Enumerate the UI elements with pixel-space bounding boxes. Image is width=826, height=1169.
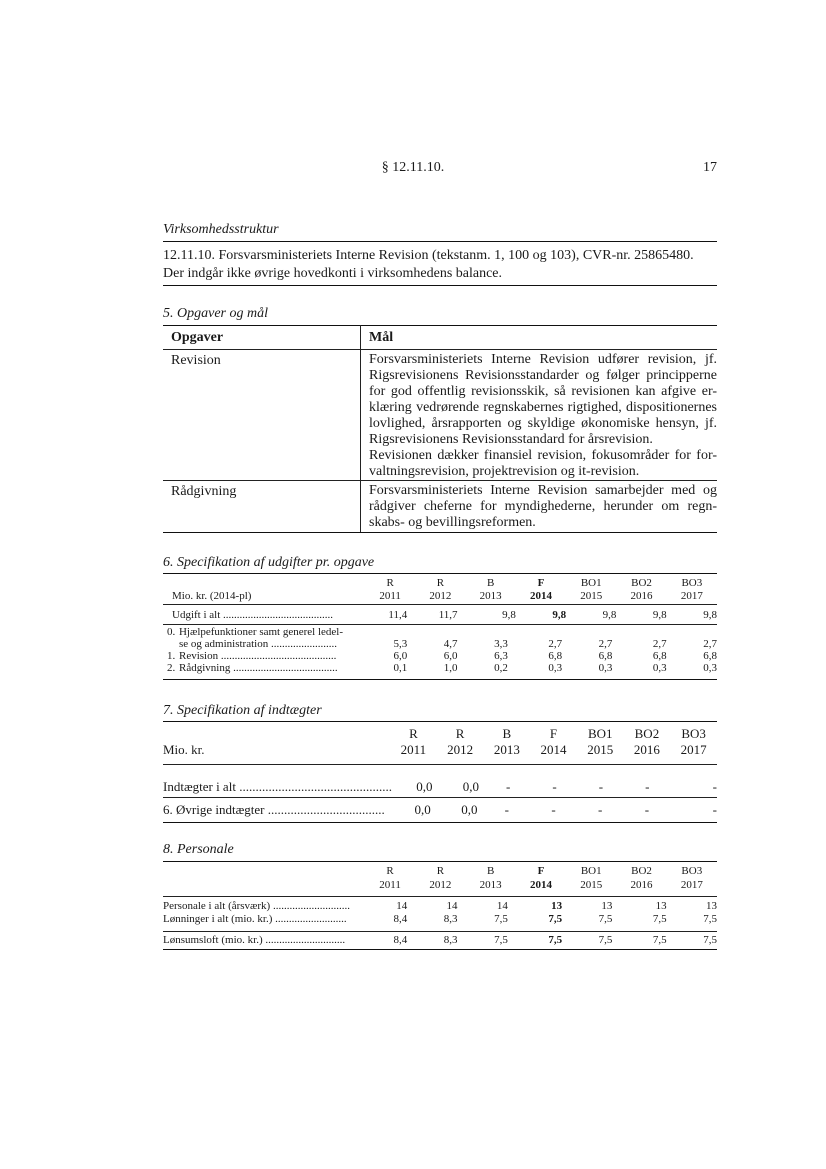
- divider: [163, 604, 717, 605]
- table-row: [163, 802, 717, 818]
- item-number: 0.: [167, 626, 176, 638]
- maal-line: Rigsrevisionens Revisionsstandard for årsrevision.: [369, 432, 653, 447]
- cell-value: 5,3: [393, 638, 408, 650]
- col-year: 2016: [633, 742, 660, 757]
- opgaver-col-header: Opgaver: [171, 330, 224, 345]
- col-type: BO2: [634, 726, 660, 741]
- cell-value: 8,4: [393, 934, 408, 946]
- leader-dots: ....................................: [267, 802, 385, 817]
- opgave-raadgivning: Rådgivning: [171, 484, 237, 499]
- leader-dots: ...............................................: [239, 779, 392, 794]
- cell-value: 0,0: [414, 802, 431, 817]
- maal-line: Forsvarsministeriets Interne Revision udfører revision, jf.: [369, 352, 717, 367]
- cell-value: 8,4: [393, 913, 408, 925]
- personale-loft-table: [163, 934, 717, 947]
- indtaegter-title: 7. Specifikation af indtægter: [163, 703, 322, 718]
- divider: [163, 797, 717, 798]
- col-year: 2016: [630, 589, 653, 602]
- cell-value: 0,0: [416, 779, 433, 794]
- cell-value: 8,3: [443, 913, 458, 925]
- cell-value: 7,5: [548, 934, 563, 946]
- udgifter-total-table: [163, 607, 717, 622]
- col-year: 2015: [580, 589, 603, 602]
- maal-line: klæring vedrørende regnskabernes rigtighed, dispositionernes: [369, 400, 717, 415]
- row-label: Hjælpefunktioner samt generel ledel-: [178, 626, 344, 638]
- col-type: R: [386, 576, 394, 589]
- table-row: [163, 934, 717, 947]
- indtaegter-items-table: [163, 802, 717, 818]
- cell-value: 6,8: [548, 650, 563, 662]
- maal-raadgivning: [369, 483, 717, 531]
- divider: [163, 325, 717, 326]
- maal-line: rådgiver cheferne for myndighederne, herunder om regn-: [369, 499, 717, 514]
- col-year: 2011: [379, 879, 401, 891]
- cell-value: 6,0: [443, 650, 458, 662]
- cell-value: 7,5: [494, 934, 508, 946]
- cell-value: 6,8: [598, 650, 613, 662]
- col-year: 2017: [680, 589, 703, 602]
- divider: [163, 624, 717, 625]
- cell-value: -: [712, 779, 717, 794]
- maal-line: valtningsrevision, projektrevision og it-revision.: [369, 464, 640, 479]
- col-year: 2012: [447, 742, 474, 757]
- cell-value: -: [598, 802, 603, 817]
- divider: [163, 822, 717, 823]
- cell-value: 0,3: [598, 662, 613, 674]
- cell-value: 7,5: [548, 913, 563, 925]
- cell-value: -: [551, 802, 556, 817]
- cell-value: 7,5: [598, 934, 613, 946]
- col-year: 2015: [580, 879, 603, 891]
- opgaver-title: 5. Opgaver og mål: [163, 306, 268, 321]
- cell-value: 9,8: [602, 608, 617, 621]
- leader-dots: ........................................: [223, 608, 334, 621]
- cell-value: 2,7: [548, 638, 563, 650]
- cell-value: 1,0: [443, 662, 458, 674]
- col-type: B: [487, 576, 495, 589]
- col-type: BO3: [681, 865, 703, 877]
- cell-value: 7,5: [598, 913, 613, 925]
- cell-value: 0,3: [652, 662, 667, 674]
- cell-value: 8,3: [443, 934, 458, 946]
- cell-value: -: [645, 779, 650, 794]
- cell-value: 0,2: [494, 662, 508, 674]
- col-year: 2013: [479, 879, 502, 891]
- cell-value: 6,8: [703, 650, 717, 662]
- row-label: 6. Øvrige indtægter: [163, 802, 265, 817]
- indtaegter-total-table: [163, 779, 717, 795]
- divider: [163, 861, 717, 862]
- divider: [163, 896, 717, 897]
- item-number: 2.: [167, 662, 176, 674]
- col-year: 2014: [529, 589, 552, 602]
- cell-value: 9,8: [703, 608, 717, 621]
- cell-value: -: [644, 802, 650, 817]
- divider: [163, 532, 717, 533]
- cell-value: 13: [655, 900, 667, 912]
- col-year: 2015: [587, 742, 614, 757]
- cell-value: 2,7: [598, 638, 613, 650]
- col-year: 2013: [493, 742, 520, 757]
- col-type: BO2: [631, 865, 652, 877]
- col-type: BO2: [631, 576, 652, 589]
- cell-value: 9,8: [552, 608, 567, 621]
- maal-line: Rigsrevisionens Revisionsstandarder og følger principperne: [369, 368, 717, 383]
- row-label: Indtægter i alt: [163, 779, 236, 794]
- cell-value: 11,4: [388, 608, 408, 621]
- col-year: 2011: [400, 742, 427, 757]
- divider: [163, 241, 717, 242]
- maal-line: Forsvarsministeriets Interne Revision samarbejder med og: [369, 483, 717, 498]
- divider: [163, 764, 717, 765]
- leader-dots: ............................: [272, 900, 350, 912]
- col-type: R: [409, 726, 418, 741]
- item-number: 1.: [167, 650, 176, 662]
- udgifter-unit: Mio. kr. (2014-pl): [172, 589, 252, 602]
- row-label: Lønninger i alt (mio. kr.): [163, 913, 273, 925]
- col-type: BO1: [580, 576, 602, 589]
- row-label: Udgift i alt: [172, 608, 221, 621]
- maal-col-header: Mål: [369, 330, 394, 345]
- cell-value: 7,5: [652, 934, 667, 946]
- indtaegter-unit: Mio. kr.: [163, 742, 205, 757]
- cell-value: 9,8: [502, 608, 516, 621]
- cell-value: 6,3: [494, 650, 508, 662]
- cell-value: 14: [496, 900, 508, 912]
- cell-value: 13: [601, 900, 613, 912]
- cell-value: 0,3: [548, 662, 563, 674]
- personale-table: [163, 900, 717, 926]
- personale-title: 8. Personale: [163, 842, 234, 857]
- divider: [163, 349, 717, 350]
- col-type: B: [502, 726, 512, 741]
- cell-value: -: [712, 802, 717, 817]
- cell-value: 0,0: [462, 779, 479, 794]
- col-year: 2016: [630, 879, 653, 891]
- maal-line: for god offentlig revisionsskik, så revisionen kan afgive er-: [369, 384, 717, 399]
- cell-value: 11,7: [438, 608, 458, 621]
- col-year: 2012: [429, 879, 452, 891]
- table-row: [163, 607, 717, 622]
- cell-value: 2,7: [652, 638, 667, 650]
- section-reference: § 12.11.10.: [381, 160, 445, 175]
- cell-value: 2,7: [703, 638, 717, 650]
- col-type: R: [386, 865, 394, 877]
- col-year: 2014: [540, 742, 567, 757]
- cell-value: 9,8: [652, 608, 667, 621]
- col-year: 2013: [479, 589, 502, 602]
- col-year: 2012: [429, 589, 452, 602]
- opgave-revision: Revision: [171, 353, 221, 368]
- row-label: Lønsumsloft (mio. kr.): [163, 934, 263, 946]
- cell-value: 7,5: [652, 913, 667, 925]
- cell-value: -: [598, 779, 604, 794]
- col-type: BO1: [580, 865, 602, 877]
- column-divider: [360, 325, 361, 532]
- col-type: F: [549, 726, 558, 741]
- cell-value: 7,5: [703, 934, 717, 946]
- leader-dots: ..........................: [275, 913, 347, 925]
- table-row: [163, 900, 717, 913]
- divider: [163, 721, 717, 722]
- maal-line: Revisionen dækker finansiel revision, fokusområder for for-: [369, 448, 717, 463]
- col-type: BO3: [681, 576, 703, 589]
- row-label: se og administration: [178, 638, 269, 650]
- table-row: [163, 662, 717, 674]
- col-type: BO3: [681, 726, 706, 741]
- leader-dots: .............................: [265, 934, 346, 946]
- cell-value: 14: [446, 900, 458, 912]
- virksomhed-line-2: Der indgår ikke øvrige hovedkonti i virksomhedens balance.: [163, 266, 503, 281]
- cell-value: 7,5: [703, 913, 717, 925]
- cell-value: 13: [551, 900, 563, 912]
- table-row: [163, 779, 717, 795]
- maal-revision: [369, 352, 717, 480]
- col-type: R: [436, 865, 445, 877]
- divider: [163, 949, 717, 950]
- leader-dots: ..........................................: [220, 650, 337, 662]
- leader-dots: ......................................: [233, 662, 338, 674]
- table-row: [163, 650, 717, 662]
- col-type: BO1: [587, 726, 613, 741]
- leader-dots: ........................: [270, 638, 337, 650]
- divider: [163, 573, 717, 574]
- col-year: 2017: [680, 879, 703, 891]
- col-year: 2011: [379, 589, 401, 602]
- cell-value: 13: [706, 900, 717, 912]
- udgifter-title: 6. Specifikation af udgifter pr. opgave: [163, 555, 375, 570]
- cell-value: 0,1: [393, 662, 408, 674]
- cell-value: -: [552, 779, 557, 794]
- virksomhed-title: Virksomhedsstruktur: [163, 222, 279, 237]
- page-number: 17: [703, 160, 717, 175]
- col-year: 2017: [680, 742, 707, 757]
- cell-value: 0,3: [703, 662, 717, 674]
- table-row: [163, 913, 717, 926]
- cell-value: 14: [396, 900, 408, 912]
- cell-value: -: [504, 802, 509, 817]
- col-type: B: [486, 865, 495, 877]
- cell-value: 0,0: [461, 802, 478, 817]
- cell-value: 6,0: [393, 650, 408, 662]
- udgifter-header-table: [163, 576, 717, 602]
- cell-value: 3,3: [494, 638, 508, 650]
- divider: [163, 931, 717, 932]
- indtaegter-header-table: [163, 726, 717, 758]
- table-row: [163, 638, 717, 650]
- col-type: R: [455, 726, 465, 741]
- col-year: 2014: [529, 879, 552, 891]
- maal-line: skabs- og bevillingsreformen.: [369, 515, 536, 530]
- divider: [163, 285, 717, 286]
- cell-value: 6,8: [652, 650, 667, 662]
- cell-value: 7,5: [494, 913, 508, 925]
- row-label: Personale i alt (årsværk): [163, 900, 271, 912]
- col-type: F: [537, 865, 545, 877]
- col-type: R: [436, 576, 445, 589]
- table-row: [163, 626, 717, 638]
- col-type: F: [537, 576, 545, 589]
- cell-value: 4,7: [443, 638, 458, 650]
- udgifter-items-table: [163, 626, 717, 674]
- divider: [163, 679, 717, 680]
- cell-value: -: [505, 779, 511, 794]
- personale-header-table: [163, 864, 717, 892]
- divider: [163, 480, 717, 481]
- row-label: Rådgivning: [178, 662, 231, 674]
- row-label: Revision: [178, 650, 219, 662]
- maal-line: lovlighed, årsrapporten og skyldige økonomiske hensyn, jf.: [369, 416, 717, 431]
- virksomhed-line-1: 12.11.10. Forsvarsministeriets Interne Revision (tekstanm. 1, 100 og 103), CVR-nr. 25865480.: [163, 248, 694, 263]
